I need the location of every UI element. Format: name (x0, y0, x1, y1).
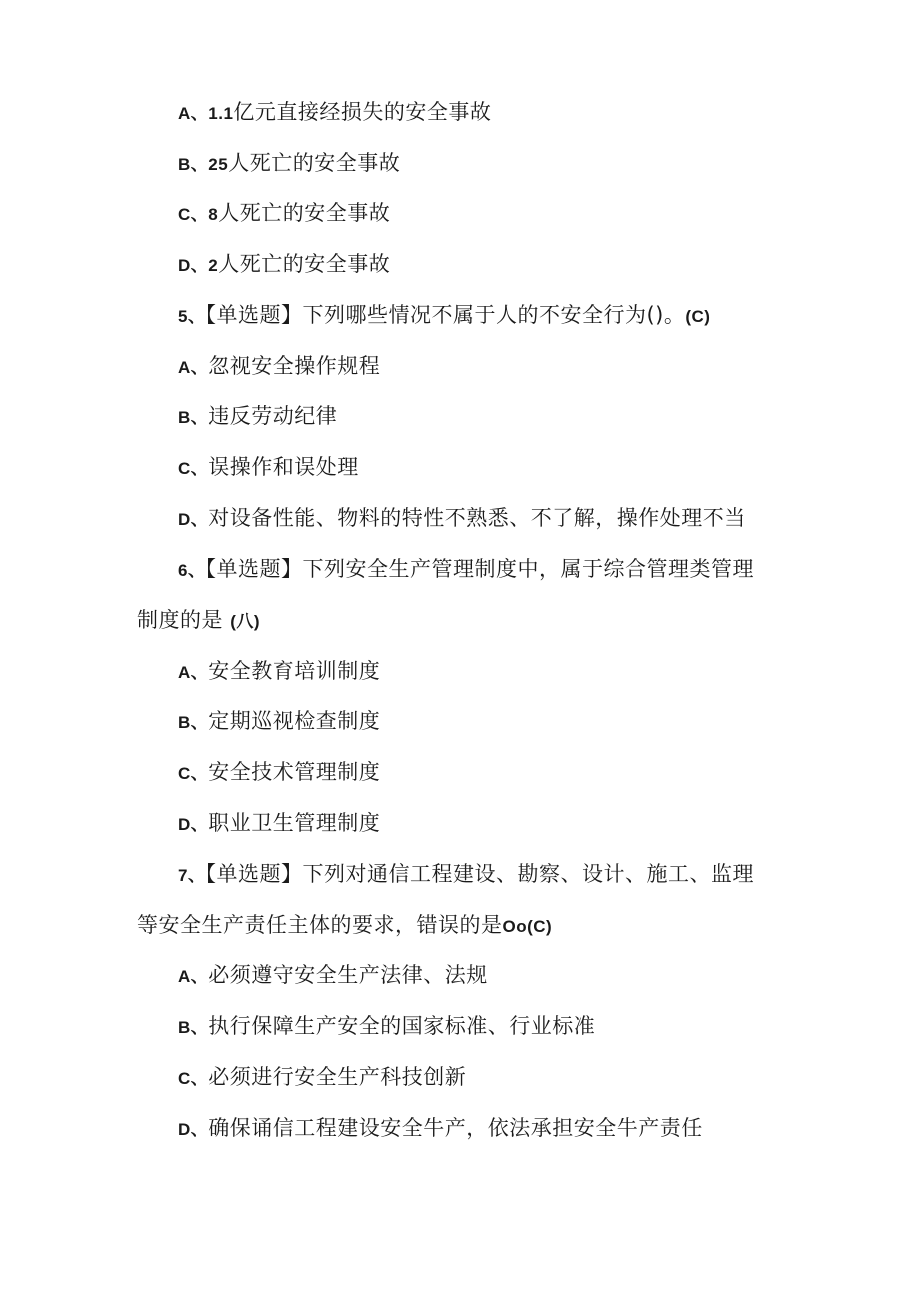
option-label: C、 (178, 764, 209, 783)
option-text: 人死亡的安全事故 (228, 151, 401, 175)
q6-option-a (178, 656, 380, 688)
q7-option-a (178, 960, 488, 992)
option-text: 职业卫生管理制度 (208, 811, 381, 835)
option-text: 安全教育培训制度 (208, 659, 381, 683)
question-text: 【单选题】下列对通信工程建设、勘察、设计、施工、监理 (205, 862, 754, 886)
option-text: 人死亡的安全事故 (218, 201, 391, 225)
q7-question-line1 (178, 859, 754, 891)
option-label: C、 (178, 205, 209, 224)
option-text: 必须遵守安全生产法律、法规 (208, 963, 488, 987)
q6-option-c (178, 757, 380, 789)
option-text: 亿元直接经损失的安全事故 (233, 100, 492, 124)
q7-option-d (178, 1113, 703, 1145)
q7-option-b (178, 1011, 595, 1043)
option-label: B、 (178, 155, 209, 174)
option-label: B、 (178, 713, 209, 732)
answer-key: (八) (230, 612, 261, 631)
option-text: 人死亡的安全事故 (218, 252, 391, 276)
option-text: 安全技术管理制度 (208, 760, 381, 784)
q5-option-d (178, 503, 746, 535)
option-text: 确保诵信工程建设安全牛产，依法承担安全牛产责任 (208, 1116, 703, 1140)
question-text: 等安全生产责任主体的要求，错误的是 (137, 913, 503, 937)
q4-option-b (178, 148, 400, 180)
option-number: 25 (208, 155, 229, 174)
q6-option-d (178, 808, 380, 840)
option-text: 误操作和误处理 (208, 455, 359, 479)
option-label: C、 (178, 1069, 209, 1088)
answer-key: (C) (685, 307, 711, 326)
option-label: A、 (178, 104, 209, 123)
option-label: D、 (178, 815, 209, 834)
option-text: 必须进行安全生产科技创新 (208, 1065, 467, 1089)
q7-question-line2 (137, 910, 552, 942)
question-number: 7、 (178, 866, 206, 885)
option-text: 执行保障生产安全的国家标准、行业标准 (208, 1014, 596, 1038)
q4-option-a (178, 97, 491, 129)
option-text: 定期巡视检查制度 (208, 709, 381, 733)
q5-question (178, 300, 710, 332)
question-number: 6、 (178, 561, 206, 580)
option-label: D、 (178, 1120, 209, 1139)
option-number: 1.1 (208, 104, 234, 123)
question-text: 制度的是 (137, 608, 223, 632)
option-label: A、 (178, 358, 209, 377)
q4-option-d (178, 249, 390, 281)
option-label: D、 (178, 510, 209, 529)
option-number: 2 (208, 256, 219, 275)
option-label: D、 (178, 256, 209, 275)
q6-question-line1 (178, 554, 754, 586)
q4-option-c (178, 198, 390, 230)
option-text: 违反劳动纪律 (208, 404, 338, 428)
option-label: C、 (178, 459, 209, 478)
option-label: B、 (178, 1018, 209, 1037)
answer-key: Oo(C) (502, 917, 553, 936)
q6-option-b (178, 706, 380, 738)
option-text: 忽视安全操作规程 (208, 354, 381, 378)
question-text: 【单选题】下列哪些情况不属于人的不安全行为()。 (205, 303, 686, 327)
option-label: B、 (178, 408, 209, 427)
option-text: 对设备性能、物料的特性不熟悉、不了解，操作处理不当 (208, 506, 746, 530)
question-text: 【单选题】下列安全生产管理制度中，属于综合管理类管理 (205, 557, 754, 581)
option-label: A、 (178, 663, 209, 682)
q5-option-a (178, 351, 380, 383)
option-label: A、 (178, 967, 209, 986)
q5-option-c (178, 452, 359, 484)
q6-question-line2 (137, 605, 260, 637)
q5-option-b (178, 401, 337, 433)
question-number: 5、 (178, 307, 206, 326)
q7-option-c (178, 1062, 466, 1094)
option-number: 8 (208, 205, 219, 224)
